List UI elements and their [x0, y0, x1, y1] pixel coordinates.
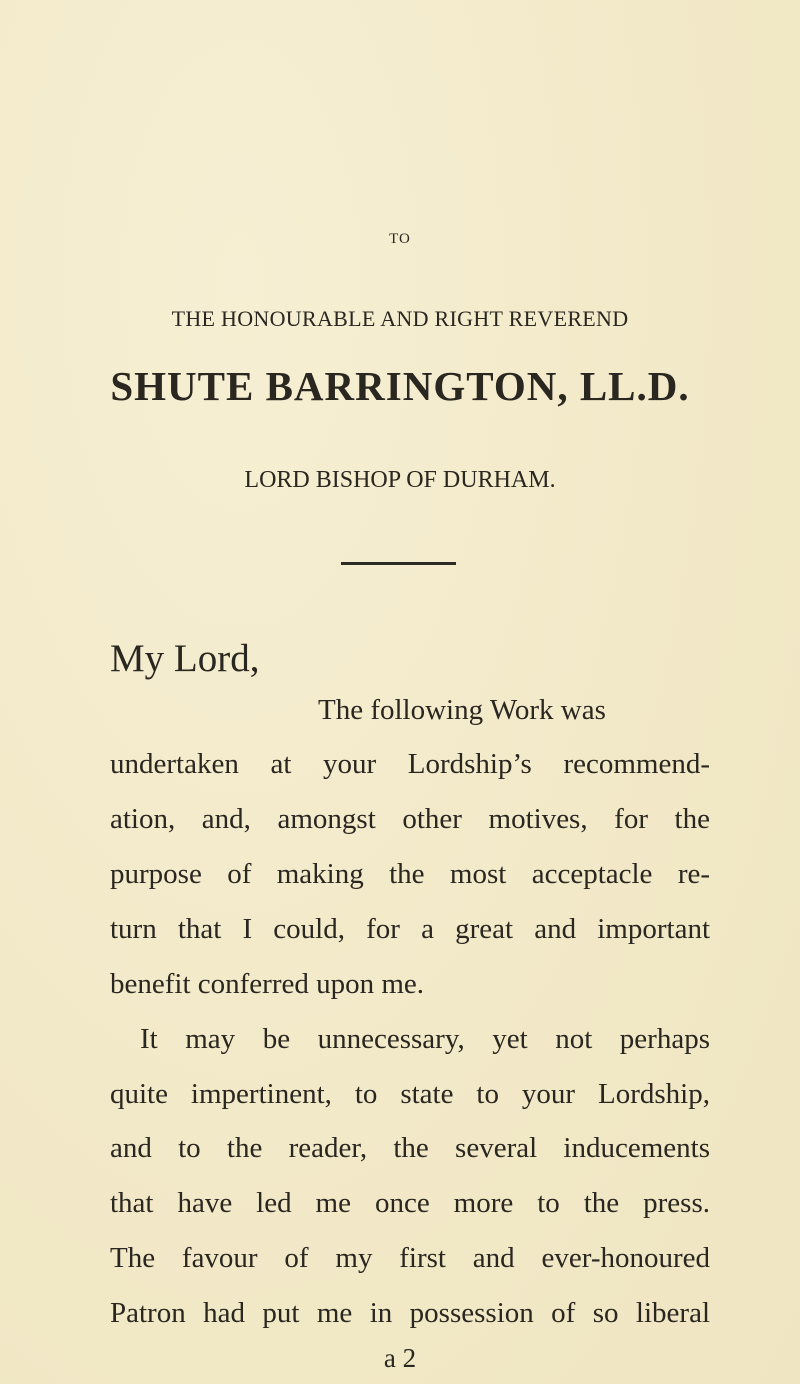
letter-line: purpose of making the most acceptacle re-: [110, 858, 710, 890]
letter-line: undertaken at your Lordship’s recommend-: [110, 748, 710, 780]
letter-salutation: My Lord,: [110, 637, 260, 680]
letter-line: Patron had put me in possession of so liberal: [110, 1297, 710, 1329]
letter-line: ation, and, amongst other motives, for the: [110, 803, 710, 835]
page-folio: a 2: [383, 1343, 417, 1373]
dedication-title: LORD BISHOP OF DURHAM.: [244, 467, 556, 493]
letter-line: benefit conferred upon me.: [110, 968, 425, 1000]
letter-line: It may be unnecessary, yet not perhaps: [140, 1023, 710, 1055]
letter-line: turn that I could, for a great and important: [110, 913, 710, 945]
dedication-honorific: THE HONOURABLE AND RIGHT REVEREND: [171, 306, 629, 331]
dedication-to: TO: [389, 231, 411, 247]
divider-rule: [341, 562, 456, 565]
letter-line: that have led me once more to the press.: [110, 1187, 710, 1219]
letter-line: and to the reader, the several inducements: [110, 1132, 710, 1164]
dedication-name: SHUTE BARRINGTON, LL.D.: [110, 363, 690, 409]
letter-line: The following Work was: [318, 694, 606, 726]
letter-line: quite impertinent, to state to your Lordship,: [110, 1078, 710, 1110]
letter-line: The favour of my first and ever-honoured: [110, 1242, 710, 1274]
